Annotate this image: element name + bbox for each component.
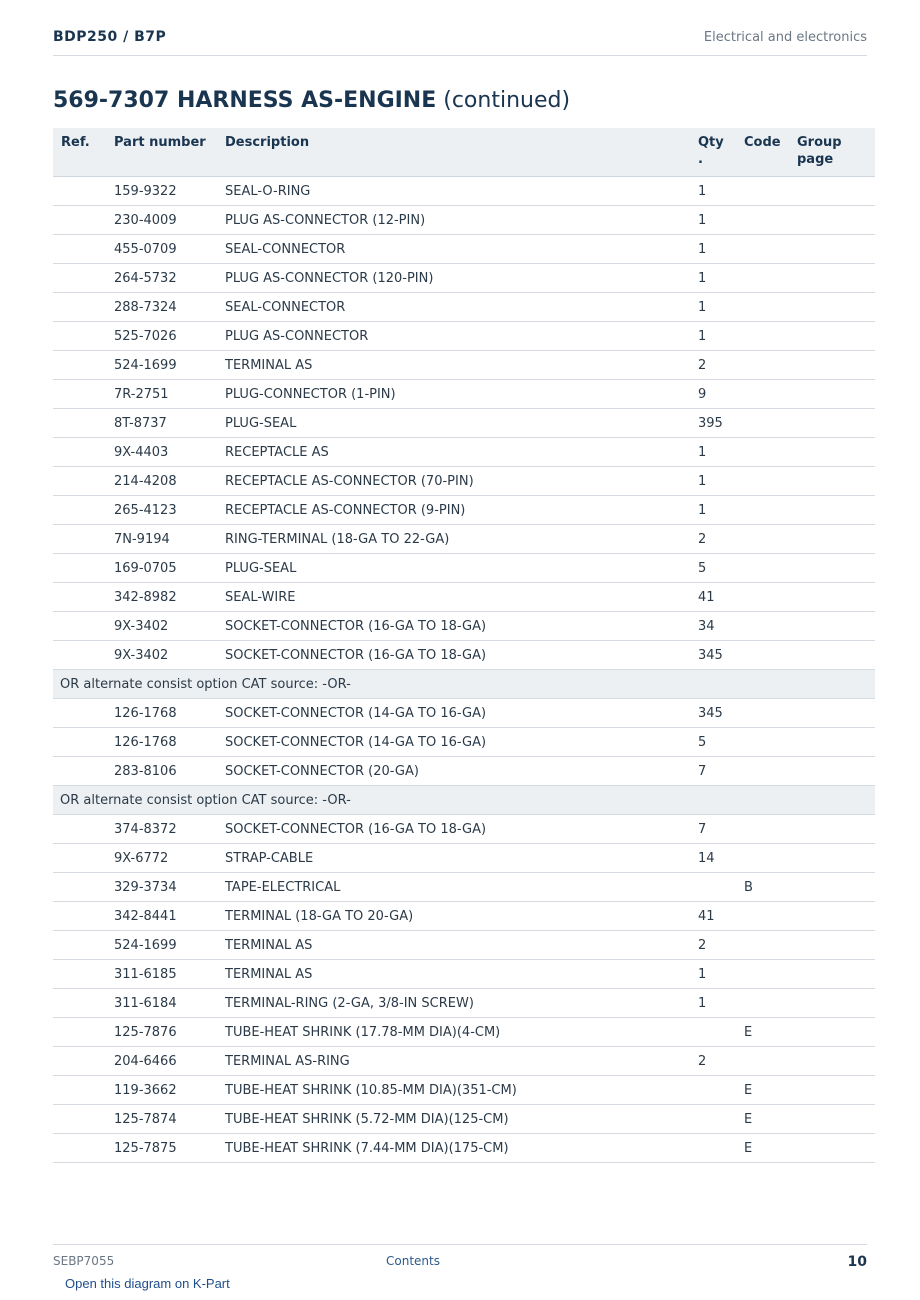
code-cell (744, 351, 797, 380)
part-number-cell: 374-8372 (114, 815, 225, 844)
code-cell (744, 496, 797, 525)
ref-cell (53, 177, 114, 206)
part-number-cell: 311-6185 (114, 960, 225, 989)
part-number-cell: 329-3734 (114, 873, 225, 902)
qty-cell: 1 (698, 438, 744, 467)
code-cell: E (744, 1105, 797, 1134)
description-cell: TERMINAL-RING (2-GA, 3/8-IN SCREW) (225, 989, 698, 1018)
description-cell: SOCKET-CONNECTOR (16-GA TO 18-GA) (225, 612, 698, 641)
part-number-cell: 125-7876 (114, 1018, 225, 1047)
description-cell: SEAL-WIRE (225, 583, 698, 612)
qty-header-line2: . (698, 152, 703, 167)
code-cell (744, 293, 797, 322)
assembly-title: 569-7307 HARNESS AS-ENGINE (53, 88, 437, 113)
code-cell (744, 960, 797, 989)
ref-cell (53, 264, 114, 293)
group-page-cell (797, 496, 875, 525)
qty-cell: 2 (698, 931, 744, 960)
part-number-cell: 524-1699 (114, 351, 225, 380)
code-cell (744, 699, 797, 728)
ref-cell (53, 525, 114, 554)
group-page-cell (797, 177, 875, 206)
code-cell (744, 264, 797, 293)
part-number-cell: 8T-8737 (114, 409, 225, 438)
ref-cell (53, 1105, 114, 1134)
qty-cell (698, 1076, 744, 1105)
group-page-cell (797, 873, 875, 902)
ref-cell (53, 438, 114, 467)
qty-cell: 345 (698, 641, 744, 670)
table-row (53, 496, 875, 525)
qty-cell: 1 (698, 496, 744, 525)
parts-table (53, 128, 875, 1163)
contents-link[interactable]: Contents (386, 1254, 440, 1268)
description-cell: TUBE-HEAT SHRINK (7.44-MM DIA)(175-CM) (225, 1134, 698, 1163)
qty-cell: 1 (698, 206, 744, 235)
qty-cell: 1 (698, 264, 744, 293)
group-page-cell (797, 409, 875, 438)
part-number-cell: 169-0705 (114, 554, 225, 583)
part-number-cell: 9X-4403 (114, 438, 225, 467)
part-number-cell: 265-4123 (114, 496, 225, 525)
qty-cell: 1 (698, 177, 744, 206)
group-page-cell (797, 931, 875, 960)
table-row (53, 583, 875, 612)
ref-cell (53, 931, 114, 960)
qty-cell: 345 (698, 699, 744, 728)
description-cell: SEAL-CONNECTOR (225, 235, 698, 264)
table-row (53, 728, 875, 757)
alternate-option-text: OR alternate consist option CAT source: -OR- (53, 786, 875, 815)
group-page-cell (797, 438, 875, 467)
part-number-cell: 455-0709 (114, 235, 225, 264)
part-number-cell: 525-7026 (114, 322, 225, 351)
code-cell (744, 583, 797, 612)
table-header-row (53, 128, 875, 177)
part-number-cell: 125-7874 (114, 1105, 225, 1134)
group-page-cell (797, 583, 875, 612)
table-row (53, 757, 875, 786)
section-label: Electrical and electronics (703, 30, 867, 45)
part-number-cell: 342-8441 (114, 902, 225, 931)
ref-cell (53, 409, 114, 438)
group-page-cell (797, 1134, 875, 1163)
group-page-cell (797, 989, 875, 1018)
table-row (53, 1047, 875, 1076)
part-number-cell: 283-8106 (114, 757, 225, 786)
part-number-cell: 126-1768 (114, 699, 225, 728)
description-cell: TAPE-ELECTRICAL (225, 873, 698, 902)
group-page-cell (797, 554, 875, 583)
ref-cell (53, 728, 114, 757)
table-row (53, 873, 875, 902)
ref-cell (53, 612, 114, 641)
group-page-cell (797, 815, 875, 844)
code-cell (744, 612, 797, 641)
ref-cell (53, 1018, 114, 1047)
description-cell: SOCKET-CONNECTOR (16-GA TO 18-GA) (225, 815, 698, 844)
code-cell (744, 467, 797, 496)
code-cell (744, 380, 797, 409)
table-row (53, 380, 875, 409)
qty-cell: 1 (698, 960, 744, 989)
description-cell: SOCKET-CONNECTOR (14-GA TO 16-GA) (225, 728, 698, 757)
part-number-cell: 126-1768 (114, 728, 225, 757)
description-cell: TERMINAL (18-GA TO 20-GA) (225, 902, 698, 931)
code-cell (744, 989, 797, 1018)
group-page-cell (797, 1076, 875, 1105)
part-number-cell: 125-7875 (114, 1134, 225, 1163)
description-cell: PLUG-SEAL (225, 409, 698, 438)
group-page-cell (797, 467, 875, 496)
table-row (53, 612, 875, 641)
table-row (53, 525, 875, 554)
ref-cell (53, 380, 114, 409)
table-row (53, 554, 875, 583)
table-row (53, 264, 875, 293)
code-cell (744, 525, 797, 554)
qty-cell: 2 (698, 525, 744, 554)
part-number-cell: 264-5732 (114, 264, 225, 293)
code-cell: E (744, 1076, 797, 1105)
table-row (53, 235, 875, 264)
description-cell: PLUG AS-CONNECTOR (120-PIN) (225, 264, 698, 293)
description-cell: SEAL-CONNECTOR (225, 293, 698, 322)
code-cell (744, 409, 797, 438)
qty-cell: 7 (698, 815, 744, 844)
group-page-cell (797, 525, 875, 554)
qty-cell: 1 (698, 467, 744, 496)
description-cell: TERMINAL AS (225, 960, 698, 989)
group-page-cell (797, 206, 875, 235)
part-number-cell: 524-1699 (114, 931, 225, 960)
group-page-cell (797, 641, 875, 670)
part-number-cell: 159-9322 (114, 177, 225, 206)
group-page-cell (797, 844, 875, 873)
part-number-cell: 214-4208 (114, 467, 225, 496)
model-label: BDP250 / B7P (53, 29, 167, 45)
code-cell (744, 177, 797, 206)
col-header-part-number: Part number (114, 128, 225, 177)
group-header-line1: Group (797, 135, 842, 150)
table-row (53, 1076, 875, 1105)
code-cell (744, 815, 797, 844)
table-row (53, 438, 875, 467)
table-row (53, 177, 875, 206)
group-page-cell (797, 235, 875, 264)
description-cell: PLUG-SEAL (225, 554, 698, 583)
ref-cell (53, 815, 114, 844)
description-cell: STRAP-CABLE (225, 844, 698, 873)
col-header-code: Code (744, 128, 797, 177)
table-row (53, 351, 875, 380)
description-cell: SOCKET-CONNECTOR (20-GA) (225, 757, 698, 786)
table-row (53, 1018, 875, 1047)
group-page-cell (797, 757, 875, 786)
page-number: 10 (847, 1254, 867, 1270)
code-cell (744, 757, 797, 786)
group-page-cell (797, 1105, 875, 1134)
qty-cell: 34 (698, 612, 744, 641)
ref-cell (53, 902, 114, 931)
table-row (53, 409, 875, 438)
parts-table-body (53, 177, 875, 1163)
code-cell (744, 1047, 797, 1076)
code-cell (744, 554, 797, 583)
table-row (53, 844, 875, 873)
part-number-cell: 9X-6772 (114, 844, 225, 873)
alternate-option-row (53, 786, 875, 815)
part-number-cell: 9X-3402 (114, 641, 225, 670)
part-number-cell: 311-6184 (114, 989, 225, 1018)
table-row (53, 206, 875, 235)
table-row (53, 1105, 875, 1134)
group-page-cell (797, 322, 875, 351)
ref-cell (53, 1134, 114, 1163)
description-cell: SOCKET-CONNECTOR (16-GA TO 18-GA) (225, 641, 698, 670)
table-row (53, 467, 875, 496)
ref-cell (53, 351, 114, 380)
part-number-cell: 119-3662 (114, 1076, 225, 1105)
alternate-option-text: OR alternate consist option CAT source: -OR- (53, 670, 875, 699)
page-footer (53, 1244, 867, 1275)
group-page-cell (797, 1047, 875, 1076)
code-cell: E (744, 1134, 797, 1163)
description-cell: TUBE-HEAT SHRINK (5.72-MM DIA)(125-CM) (225, 1105, 698, 1134)
code-cell (744, 844, 797, 873)
ref-cell (53, 757, 114, 786)
ref-cell (53, 293, 114, 322)
code-cell (744, 902, 797, 931)
part-number-cell: 7N-9194 (114, 525, 225, 554)
table-row (53, 989, 875, 1018)
qty-cell: 1 (698, 322, 744, 351)
alternate-option-row (53, 670, 875, 699)
description-cell: TERMINAL AS (225, 351, 698, 380)
table-row (53, 699, 875, 728)
description-cell: SOCKET-CONNECTOR (14-GA TO 16-GA) (225, 699, 698, 728)
table-row (53, 902, 875, 931)
table-row (53, 293, 875, 322)
qty-cell (698, 1134, 744, 1163)
group-page-cell (797, 902, 875, 931)
ref-cell (53, 206, 114, 235)
description-cell: TUBE-HEAT SHRINK (10.85-MM DIA)(351-CM) (225, 1076, 698, 1105)
qty-header-line1: Qty (698, 135, 724, 150)
ref-cell (53, 235, 114, 264)
group-page-cell (797, 960, 875, 989)
group-page-cell (797, 264, 875, 293)
open-in-kpart-link[interactable]: Open this diagram on K-Part (65, 1276, 230, 1291)
code-cell (744, 235, 797, 264)
group-page-cell (797, 380, 875, 409)
code-cell (744, 322, 797, 351)
qty-cell: 2 (698, 1047, 744, 1076)
qty-cell: 7 (698, 757, 744, 786)
table-row (53, 960, 875, 989)
code-cell: B (744, 873, 797, 902)
table-row (53, 815, 875, 844)
ref-cell (53, 844, 114, 873)
table-row (53, 322, 875, 351)
qty-cell (698, 1105, 744, 1134)
description-cell: RECEPTACLE AS-CONNECTOR (9-PIN) (225, 496, 698, 525)
ref-cell (53, 1047, 114, 1076)
part-number-cell: 7R-2751 (114, 380, 225, 409)
ref-cell (53, 1076, 114, 1105)
qty-cell (698, 1018, 744, 1047)
ref-cell (53, 960, 114, 989)
qty-cell: 41 (698, 583, 744, 612)
title-suffix: (continued) (436, 88, 571, 113)
group-page-cell (797, 699, 875, 728)
description-cell: RECEPTACLE AS-CONNECTOR (70-PIN) (225, 467, 698, 496)
qty-cell: 9 (698, 380, 744, 409)
description-cell: SEAL-O-RING (225, 177, 698, 206)
part-number-cell: 9X-3402 (114, 612, 225, 641)
code-cell (744, 728, 797, 757)
ref-cell (53, 583, 114, 612)
group-page-cell (797, 293, 875, 322)
group-page-cell (797, 728, 875, 757)
ref-cell (53, 496, 114, 525)
group-page-cell (797, 351, 875, 380)
qty-cell: 1 (698, 989, 744, 1018)
ref-cell (53, 873, 114, 902)
ref-cell (53, 554, 114, 583)
qty-cell: 1 (698, 293, 744, 322)
description-cell: RECEPTACLE AS (225, 438, 698, 467)
part-number-cell: 342-8982 (114, 583, 225, 612)
table-row (53, 641, 875, 670)
ref-cell (53, 467, 114, 496)
code-cell (744, 931, 797, 960)
code-cell (744, 206, 797, 235)
page-header (53, 26, 867, 56)
table-row (53, 1134, 875, 1163)
ref-cell (53, 641, 114, 670)
part-number-cell: 288-7324 (114, 293, 225, 322)
col-header-ref: Ref. (53, 128, 114, 177)
code-cell: E (744, 1018, 797, 1047)
group-page-cell (797, 1018, 875, 1047)
table-row (53, 931, 875, 960)
ref-cell (53, 322, 114, 351)
qty-cell: 14 (698, 844, 744, 873)
col-header-description: Description (225, 128, 698, 177)
qty-cell: 5 (698, 554, 744, 583)
qty-cell: 2 (698, 351, 744, 380)
code-cell (744, 641, 797, 670)
qty-cell: 5 (698, 728, 744, 757)
description-cell: TUBE-HEAT SHRINK (17.78-MM DIA)(4-CM) (225, 1018, 698, 1047)
qty-cell: 395 (698, 409, 744, 438)
document-code: SEBP7055 (53, 1254, 115, 1268)
qty-cell: 1 (698, 235, 744, 264)
part-number-cell: 230-4009 (114, 206, 225, 235)
ref-cell (53, 989, 114, 1018)
description-cell: TERMINAL AS-RING (225, 1047, 698, 1076)
group-page-cell (797, 612, 875, 641)
description-cell: TERMINAL AS (225, 931, 698, 960)
description-cell: PLUG-CONNECTOR (1-PIN) (225, 380, 698, 409)
part-number-cell: 204-6466 (114, 1047, 225, 1076)
code-cell (744, 438, 797, 467)
group-header-line2: page (797, 152, 834, 167)
description-cell: PLUG AS-CONNECTOR (12-PIN) (225, 206, 698, 235)
description-cell: PLUG AS-CONNECTOR (225, 322, 698, 351)
col-header-qty (698, 128, 744, 177)
qty-cell: 41 (698, 902, 744, 931)
description-cell: RING-TERMINAL (18-GA TO 22-GA) (225, 525, 698, 554)
qty-cell (698, 873, 744, 902)
col-header-group-page (797, 128, 875, 177)
ref-cell (53, 699, 114, 728)
page-title (53, 88, 570, 113)
